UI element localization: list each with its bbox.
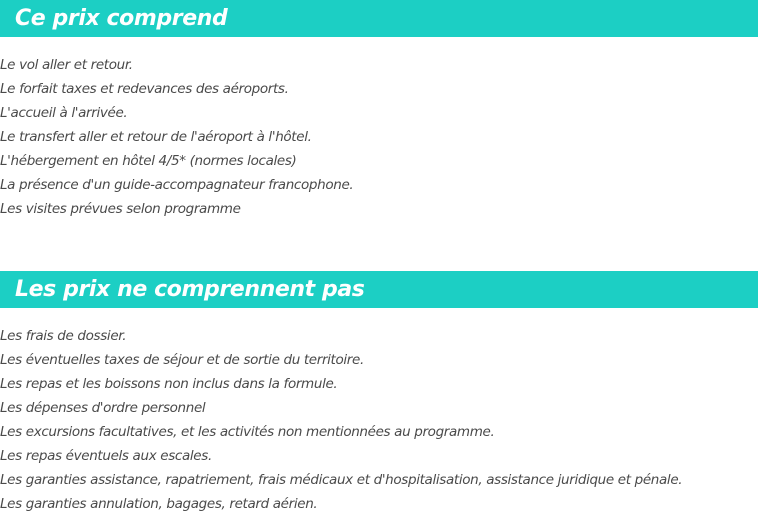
included-item: Le vol aller et retour.: [0, 57, 133, 73]
excluded-list: [0, 324, 758, 516]
included-item: L'accueil à l'arrivée.: [0, 105, 128, 121]
excluded-section-title: Les prix ne comprennent pas: [0, 271, 758, 308]
included-section: [0, 0, 758, 221]
excluded-item: Les repas éventuels aux escales.: [0, 448, 212, 464]
included-section-title: Ce prix comprend: [0, 0, 758, 37]
excluded-item: Les frais de dossier.: [0, 328, 127, 344]
included-item: L'hébergement en hôtel 4/5* (normes locales): [0, 153, 297, 169]
included-item: Le transfert aller et retour de l'aéroport à l'hôtel.: [0, 129, 312, 145]
included-item: Les visites prévues selon programme: [0, 201, 241, 217]
included-item: Le forfait taxes et redevances des aéroports.: [0, 81, 289, 97]
excluded-item: Les garanties annulation, bagages, retard aérien.: [0, 496, 318, 512]
excluded-item: Les garanties assistance, rapatriement, frais médicaux et d'hospitalisation, assistance juridique et pénale.: [0, 472, 683, 488]
excluded-item: Les excursions facultatives, et les activités non mentionnées au programme.: [0, 424, 495, 440]
included-list: [0, 53, 758, 221]
included-item: La présence d'un guide-accompagnateur francophone.: [0, 177, 354, 193]
excluded-item: Les repas et les boissons non inclus dans la formule.: [0, 376, 338, 392]
excluded-section: [0, 271, 758, 516]
excluded-item: Les dépenses d'ordre personnel: [0, 400, 206, 416]
excluded-item: Les éventuelles taxes de séjour et de sortie du territoire.: [0, 352, 364, 368]
